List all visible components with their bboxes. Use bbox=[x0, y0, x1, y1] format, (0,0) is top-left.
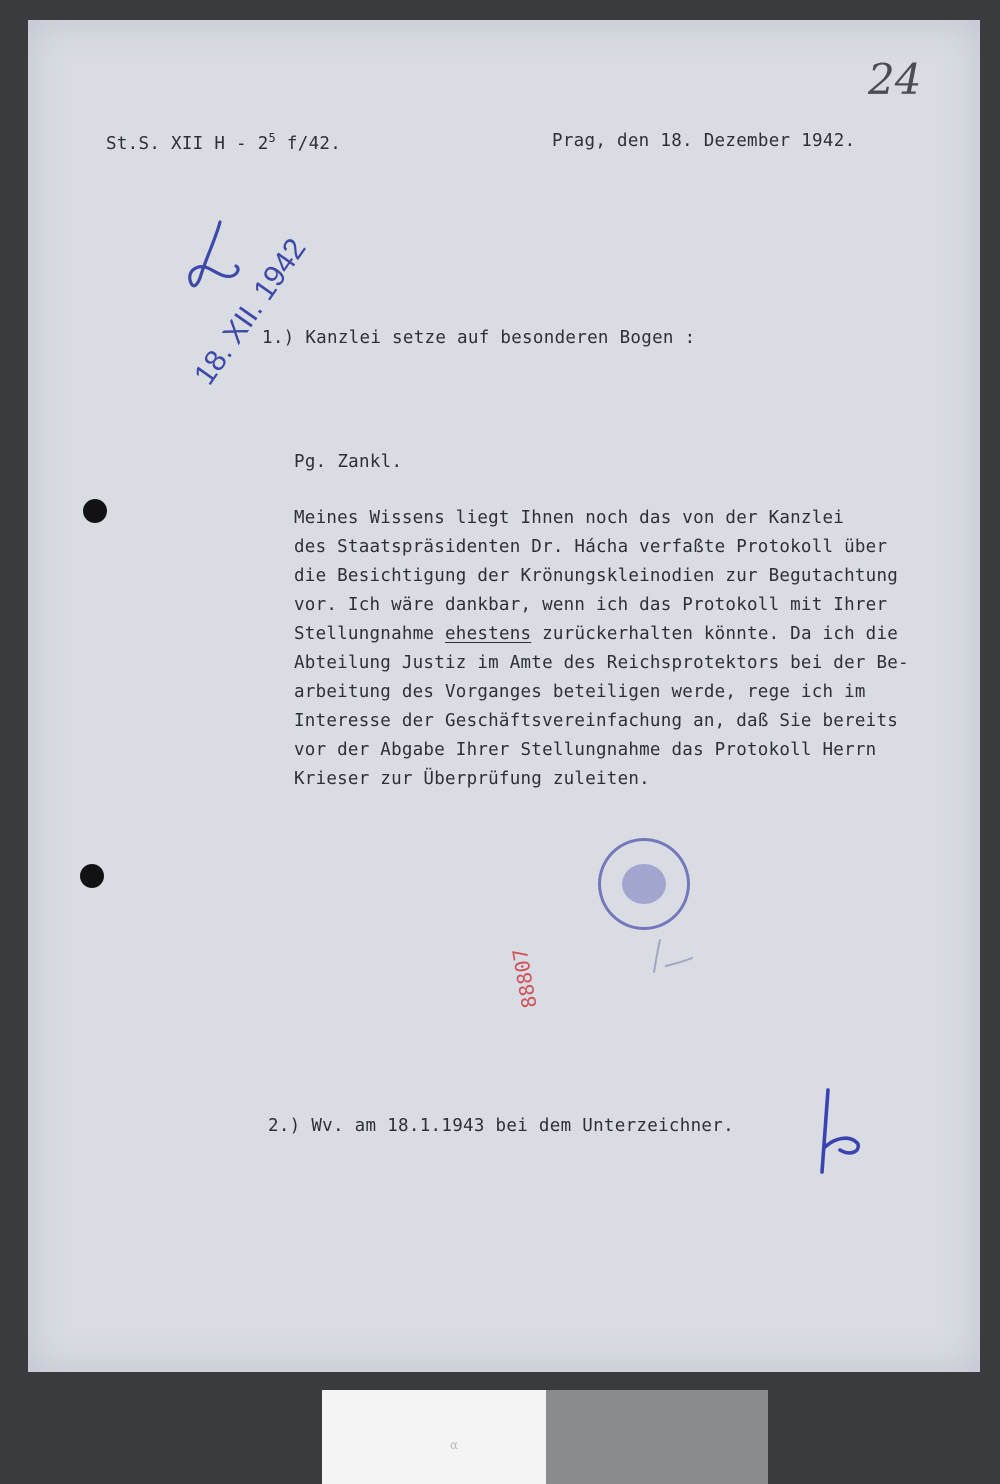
body-line-9: vor der Abgabe Ihrer Stellungnahme das Protokoll Herrn bbox=[294, 740, 877, 760]
page-number-handwritten: 24 bbox=[868, 55, 922, 104]
pencil-stroke bbox=[654, 940, 692, 972]
body-line-5-start: Stellungnahme bbox=[294, 624, 435, 644]
place-date: Prag, den 18. Dezember 1942. bbox=[552, 131, 856, 151]
punch-hole-bottom bbox=[80, 864, 104, 888]
reference-superscript: 5 bbox=[268, 131, 277, 145]
handwritten-initials bbox=[186, 218, 246, 294]
red-registry-number: 88807 bbox=[507, 946, 542, 1010]
reference-number bbox=[106, 131, 341, 154]
body-line-7: arbeitung des Vorganges beteiligen werde, rege ich im bbox=[294, 682, 866, 702]
body-line-8: Interesse der Geschäftsvereinfachung an, daß Sie bereits bbox=[294, 711, 899, 731]
underlined-word: ehestens bbox=[445, 624, 532, 644]
body-line-10: Krieser zur Überprüfung zuleiten. bbox=[294, 769, 650, 789]
punch-hole-top bbox=[83, 499, 107, 523]
calibration-grey-patch bbox=[546, 1390, 768, 1484]
body-line-2: des Staatspräsidenten Dr. Hácha verfaßte Protokoll über bbox=[294, 537, 888, 557]
body-line-1: Meines Wissens liegt Ihnen noch das von der Kanzlei bbox=[294, 508, 845, 528]
initials-stroke bbox=[190, 222, 238, 286]
seal-emblem bbox=[622, 864, 666, 904]
round-seal-stamp bbox=[598, 838, 690, 930]
date-stamp: 18. XII. 1942 bbox=[188, 232, 313, 391]
calibration-card bbox=[322, 1390, 768, 1484]
reference-suffix: f/42. bbox=[276, 133, 342, 154]
body-line-5-end: zurückerhalten könnte. Da ich die bbox=[542, 624, 899, 644]
reference-prefix: St.S. XII H - 2 bbox=[106, 133, 269, 154]
instruction-1: 1.) Kanzlei setze auf besonderen Bogen : bbox=[262, 328, 696, 348]
body-line-6: Abteilung Justiz im Amte des Reichsprotektors bei der Be- bbox=[294, 653, 909, 673]
calibration-mark-icon: α bbox=[450, 1438, 459, 1452]
instruction-2: 2.) Wv. am 18.1.1943 bei dem Unterzeichner. bbox=[268, 1116, 734, 1136]
signature-stroke bbox=[822, 1090, 858, 1172]
addressee: Pg. Zankl. bbox=[294, 452, 403, 472]
body-line-3: die Besichtigung der Krönungskleinodien zur Begutachtung bbox=[294, 566, 899, 586]
handwritten-signature bbox=[810, 1086, 870, 1178]
calibration-white-patch bbox=[322, 1390, 546, 1484]
body-line-5 bbox=[294, 624, 898, 644]
pencil-mark bbox=[648, 936, 704, 976]
body-line-4: vor. Ich wäre dankbar, wenn ich das Protokoll mit Ihrer bbox=[294, 595, 888, 615]
